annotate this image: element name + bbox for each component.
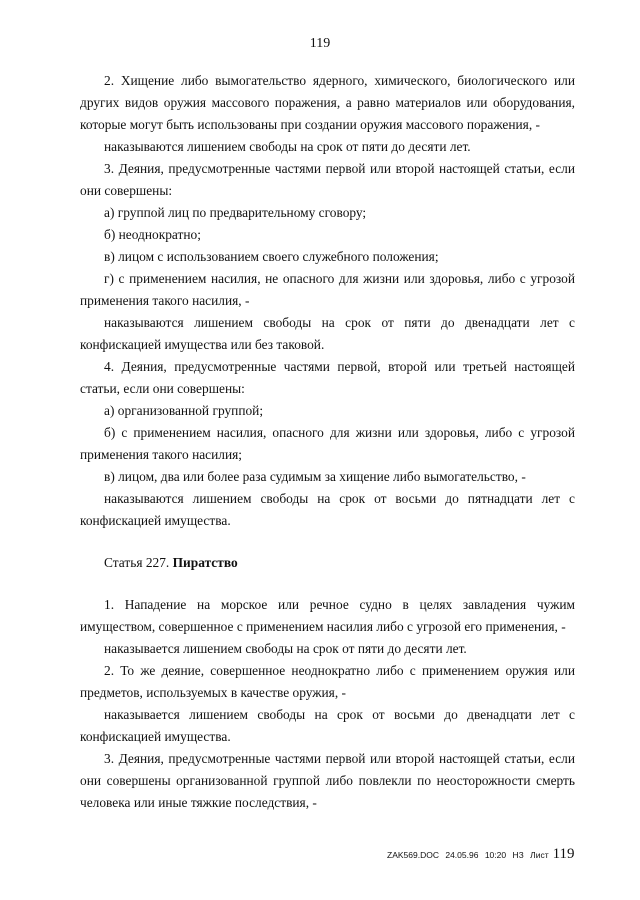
paragraph: г) с применением насилия, не опасного для жизни или здоровья, либо с угрозой применения такого насилия, -: [80, 271, 575, 308]
paragraph: а) группой лиц по предварительному сговору;: [104, 205, 367, 220]
paragraph: наказываются лишением свободы на срок от пяти до десяти лет.: [104, 139, 471, 154]
footer-date: 24.05.96: [445, 850, 479, 860]
article-title: Пиратство: [172, 555, 238, 570]
paragraph: наказываются лишением свободы на срок от восьми до пятнадцати лет с конфискацией имущества.: [80, 491, 575, 528]
footer-sheet-number: 119: [552, 846, 575, 862]
paragraph: 3. Деяния, предусмотренные частями первой или второй настоящей статьи, если они совершены:: [80, 161, 575, 198]
paragraph: наказывается лишением свободы на срок от восьми до двенадцати лет с конфискацией имущества.: [80, 707, 575, 744]
paragraph: б) неоднократно;: [104, 227, 201, 242]
paragraph: наказывается лишением свободы на срок от пяти до десяти лет.: [104, 641, 467, 656]
paragraph: 3. Деяния, предусмотренные частями первой или второй настоящей статьи, если они совершены организованной группой либо повлекли по неосторожности смерть человека или иные тяжкие последствия, -: [80, 751, 575, 810]
paragraph: наказываются лишением свободы на срок от пяти до двенадцати лет с конфискацией имущества или без таковой.: [80, 315, 575, 352]
paragraph: в) лицом, два или более раза судимым за хищение либо вымогательство, -: [104, 469, 526, 484]
footer-code: НЗ: [512, 850, 524, 860]
paragraph: 1. Нападение на морское или речное судно в целях завладения чужим имуществом, совершенное с применением насилия либо с угрозой его применения, -: [80, 597, 575, 634]
article-number: Статья 227.: [104, 555, 170, 570]
paragraph: б) с применением насилия, опасного для жизни или здоровья, либо с угрозой применения такого насилия;: [80, 425, 575, 462]
paragraph: в) лицом с использованием своего служебного положения;: [104, 249, 439, 264]
paragraph: 4. Деяния, предусмотренные частями первой, второй или третьей настоящей статьи, если они совершены:: [80, 359, 575, 396]
page-footer: [387, 846, 575, 863]
paragraph: 2. То же деяние, совершенное неоднократно либо с применением оружия или предметов, используемых в качестве оружия, -: [80, 663, 575, 700]
article-heading: [104, 552, 575, 574]
footer-time: 10:20: [484, 850, 507, 860]
paragraph: 2. Хищение либо вымогательство ядерного, химического, биологического или других видов оружия массового поражения, а равно материалов или оборудования, которые могут быть использованы при создании оружия массового поражения, -: [80, 73, 575, 132]
document-body: [80, 70, 575, 814]
page-number: 119: [309, 36, 331, 51]
paragraph: а) организованной группой;: [104, 403, 264, 418]
footer-sheet-label: Лист: [530, 850, 549, 860]
footer-filename: ZAK569.DOC: [387, 850, 439, 860]
